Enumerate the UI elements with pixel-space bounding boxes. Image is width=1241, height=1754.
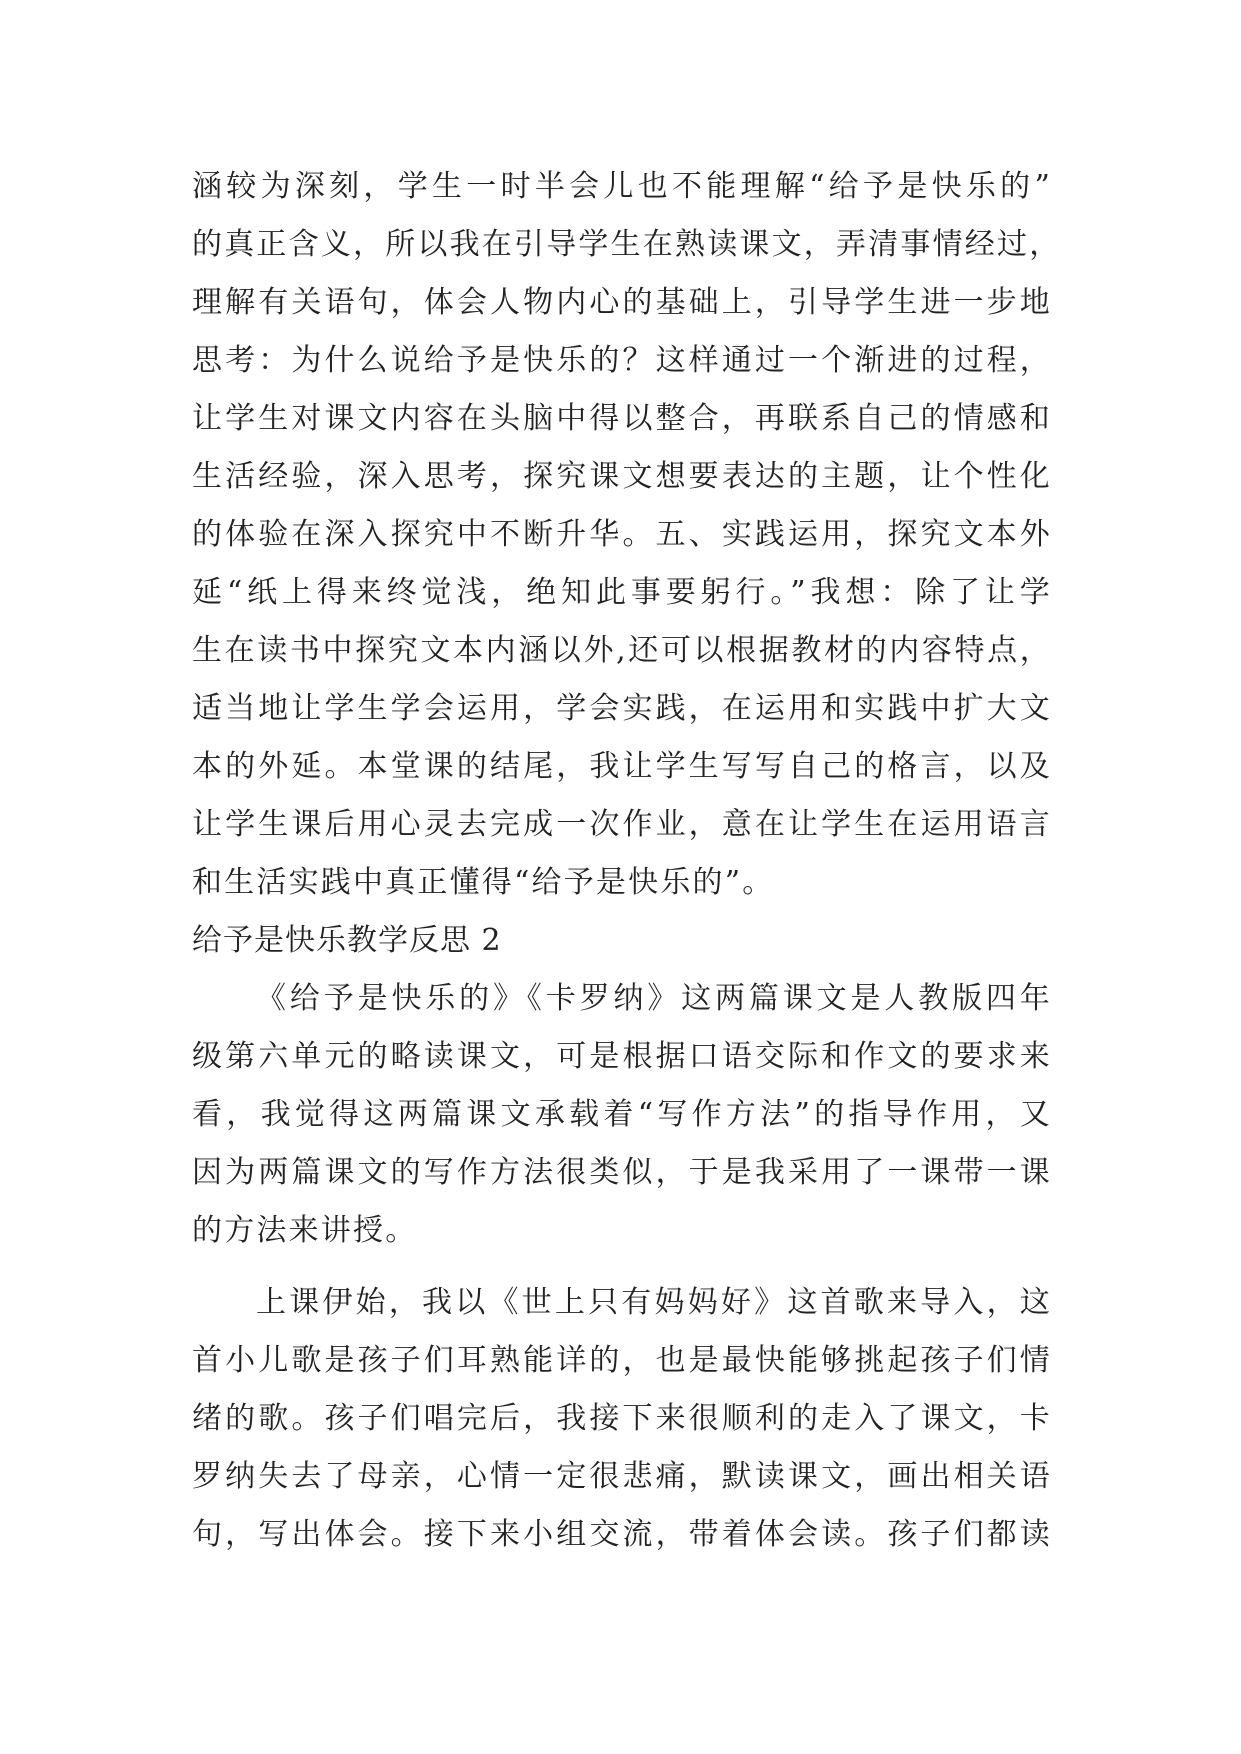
text-line: 和生活实践中真正懂得“给予是快乐的”。 xyxy=(192,865,775,900)
text-line: 让学生课后用心灵去完成一次作业，意在让学生在运用语言 xyxy=(192,807,1052,842)
text-line: 延“纸上得来终觉浅，绝知此事要躬行。”我想：除了让学 xyxy=(192,575,1052,610)
text-line: 理解有关语句，体会人物内心的基础上，引导学生进一步地 xyxy=(192,285,1052,320)
text-line: 首小儿歌是孩子们耳熟能详的，也是最快能够挑起孩子们情 xyxy=(192,1343,1052,1378)
text-line: 级第六单元的略读课文，可是根据口语交际和作文的要求来 xyxy=(192,1039,1052,1074)
text-line: 思考：为什么说给予是快乐的？这样通过一个渐进的过程， xyxy=(192,343,1052,378)
text-line: 绪的歌。孩子们唱完后，我接下来很顺利的走入了课文，卡 xyxy=(192,1401,1052,1436)
text-line: 的方法来讲授。 xyxy=(192,1213,418,1248)
text-line: 因为两篇课文的写作方法很类似，于是我采用了一课带一课 xyxy=(192,1155,1052,1190)
paragraph-continued xyxy=(192,158,1062,912)
text-line: 适当地让学生学会运用，学会实践，在运用和实践中扩大文 xyxy=(192,691,1052,726)
document-body xyxy=(192,158,1062,1564)
text-line: 涵较为深刻，学生一时半会儿也不能理解“给予是快乐的” xyxy=(192,169,1052,204)
text-line: 的体验在深入探究中不断升华。五、实践运用，探究文本外 xyxy=(192,517,1052,552)
text-line: 生活经验，深入思考，探究课文想要表达的主题，让个性化 xyxy=(192,459,1052,494)
text-line: 句，写出体会。接下来小组交流，带着体会读。孩子们都读 xyxy=(192,1517,1052,1552)
text-line: 生在读书中探究文本内涵以外,还可以根据教材的内容特点， xyxy=(192,633,1052,668)
paragraph-lesson xyxy=(192,1274,1052,1564)
paragraph-intro xyxy=(192,970,1052,1260)
text-line: 上课伊始，我以《世上只有妈妈好》这首歌来导入，这 xyxy=(256,1285,1052,1320)
text-line: 罗纳失去了母亲，心情一定很悲痛，默读课文，画出相关语 xyxy=(192,1459,1052,1494)
text-line: 《给予是快乐的》《卡罗纳》这两篇课文是人教版四年 xyxy=(256,981,1052,1016)
text-line: 本的外延。本堂课的结尾，我让学生写写自己的格言，以及 xyxy=(192,749,1052,784)
text-line: 的真正含义，所以我在引导学生在熟读课文，弄清事情经过， xyxy=(192,227,1062,262)
section-heading: 给予是快乐教学反思 2 xyxy=(192,923,502,958)
text-line: 让学生对课文内容在头脑中得以整合，再联系自己的情感和 xyxy=(192,401,1052,436)
text-line: 看，我觉得这两篇课文承载着“写作方法”的指导作用，又 xyxy=(192,1097,1052,1132)
